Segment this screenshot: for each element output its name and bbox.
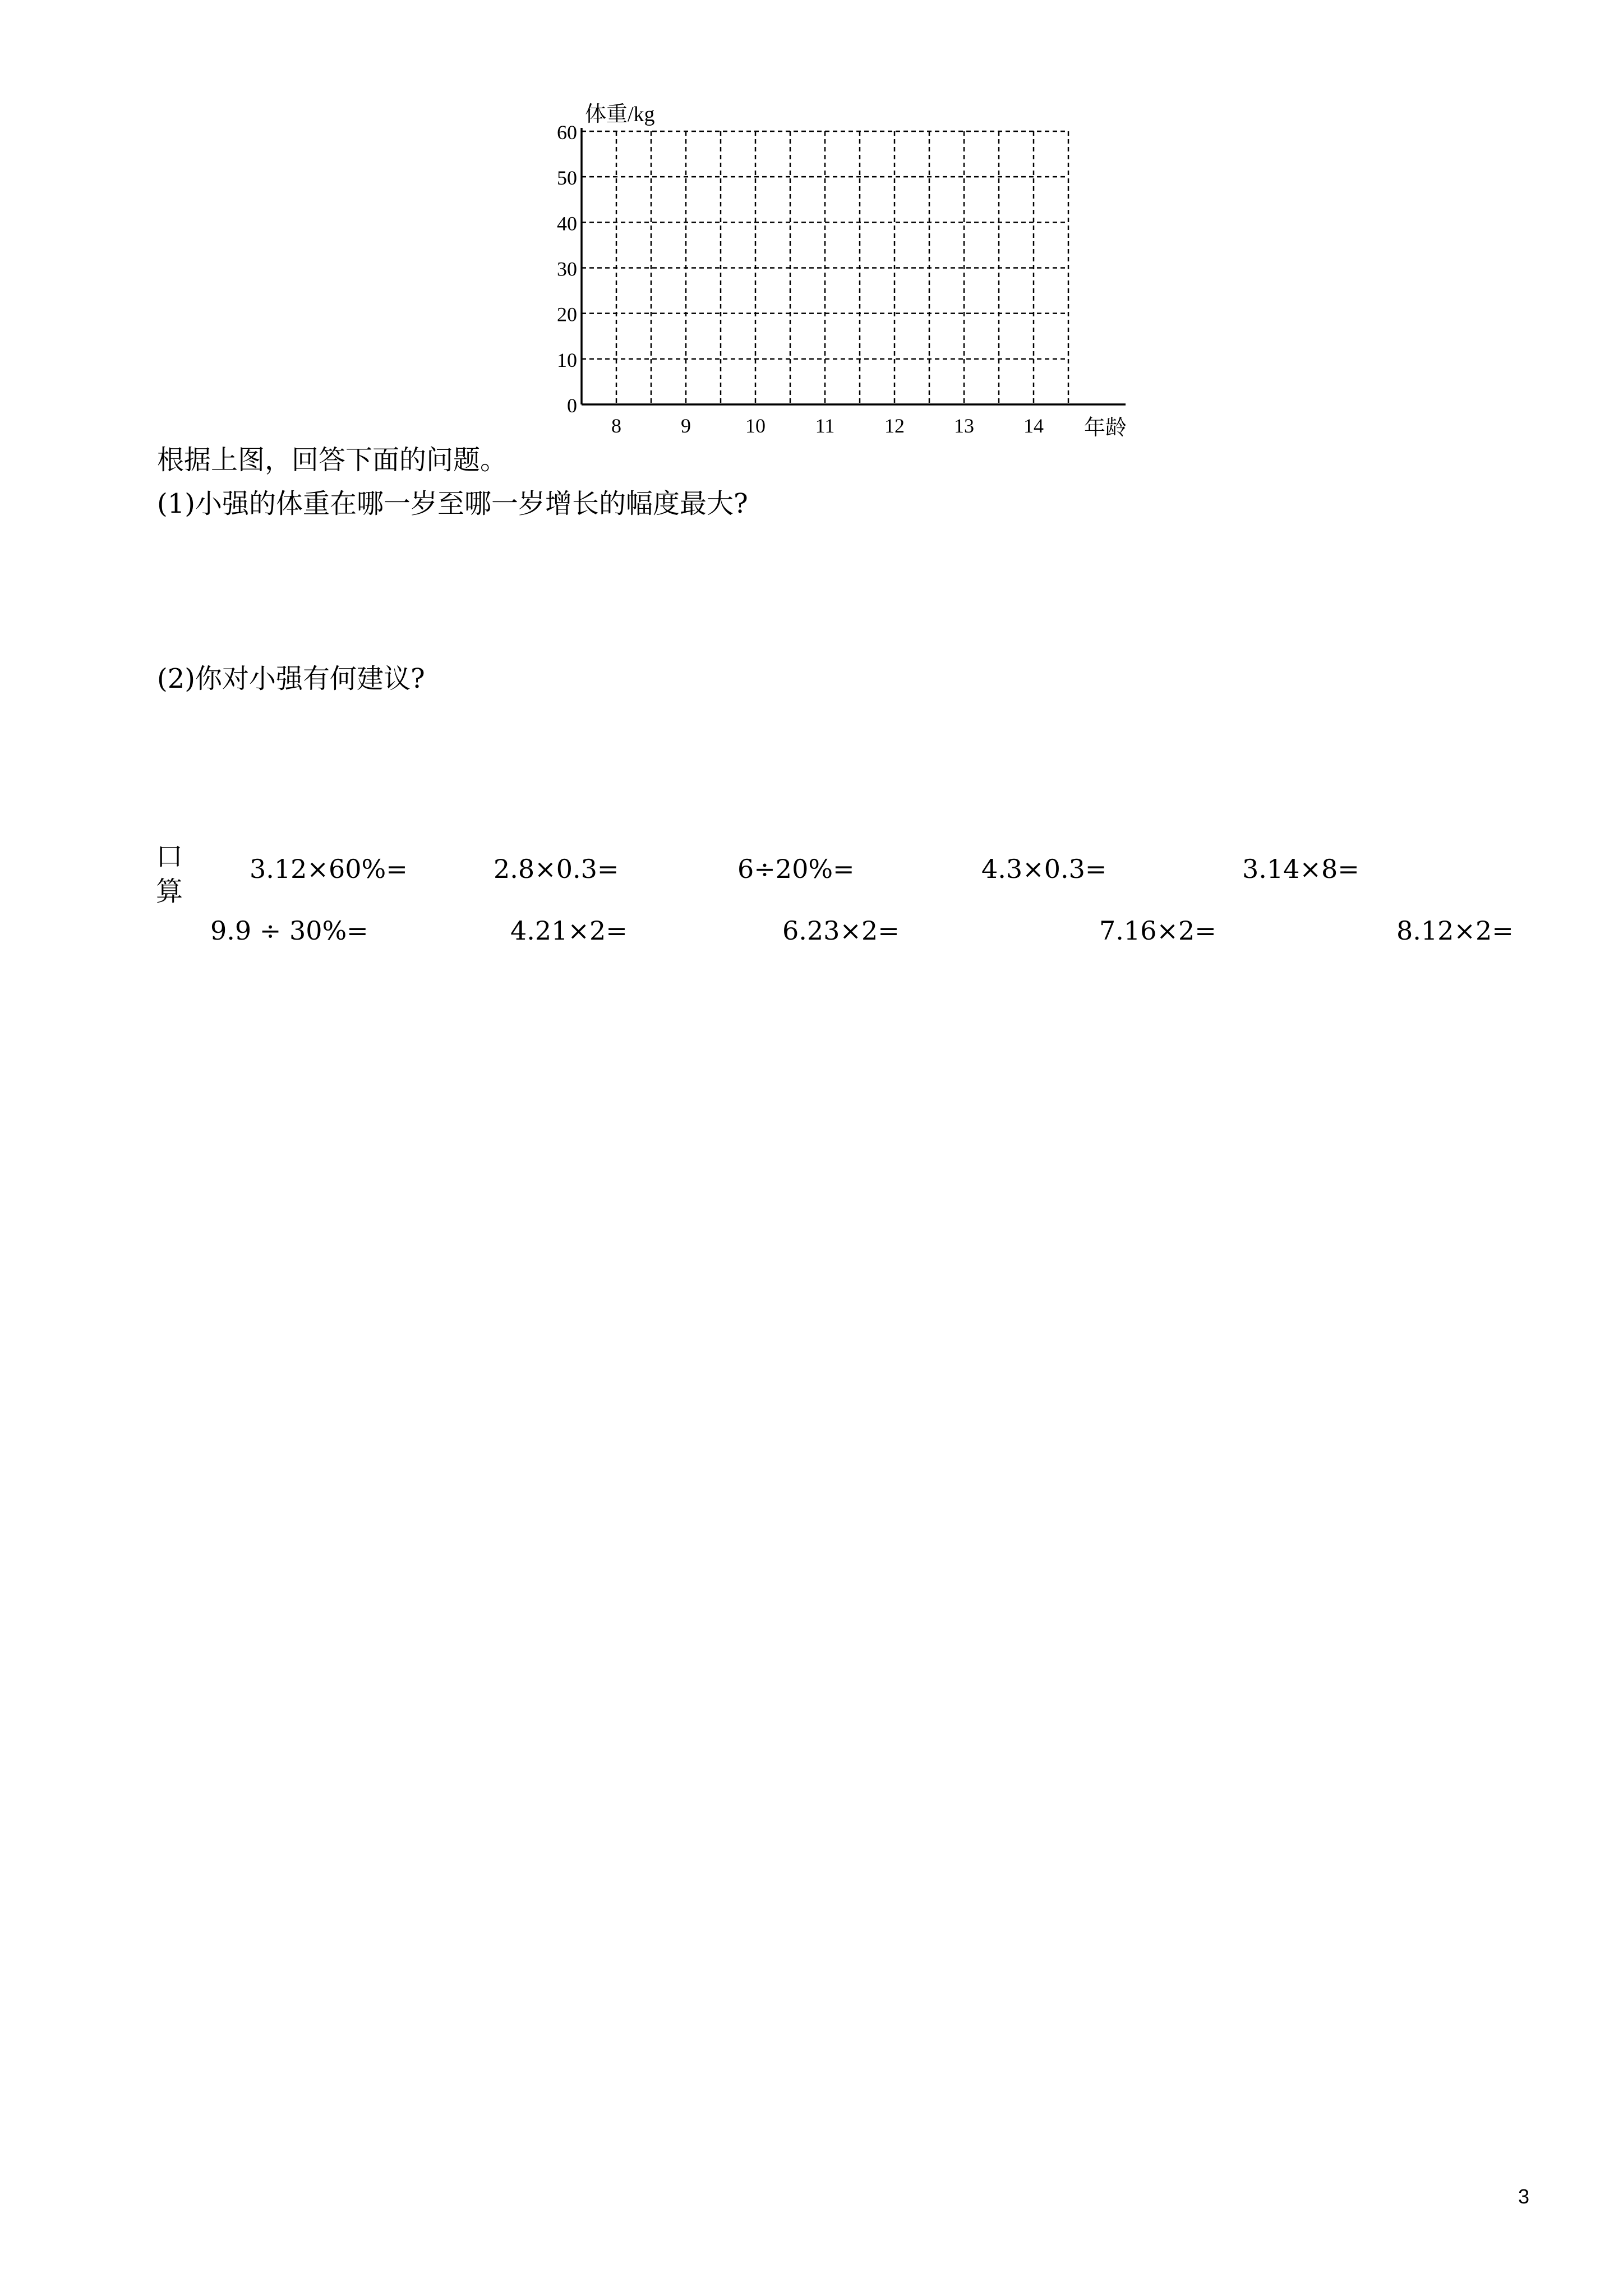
x-tick-label: 13 <box>954 415 974 437</box>
y-axis-label: 体重/kg <box>585 103 655 126</box>
calc-row1-item2: 2.8×0.3= <box>494 854 619 884</box>
calc-row2-item3: 6.23×2= <box>782 915 900 946</box>
mental-math-label-top: 口 <box>156 841 183 872</box>
x-tick-label: 10 <box>745 415 766 437</box>
x-tick-label: 12 <box>884 415 905 437</box>
y-tick-label: 50 <box>557 167 577 190</box>
mental-math-label-bottom: 算 <box>156 876 183 907</box>
calc-row2-item2: 4.21×2= <box>510 915 628 946</box>
y-tick-label: 20 <box>557 303 577 326</box>
weight-age-grid-chart <box>550 95 1144 443</box>
x-tick-label: 8 <box>611 415 621 437</box>
calc-row1-item4: 4.3×0.3= <box>981 854 1107 884</box>
y-tick-label: 30 <box>557 257 577 280</box>
question-1: (1)小强的体重在哪一岁至哪一岁增长的幅度最大? <box>157 488 748 519</box>
y-tick-label: 10 <box>557 348 577 371</box>
calc-row1-item5: 3.14×8= <box>1242 854 1359 884</box>
calc-row1-item1: 3.12×60%= <box>250 854 408 884</box>
chart-grid <box>582 131 1068 404</box>
x-tick-label: 11 <box>815 415 835 437</box>
question-2: (2)你对小强有何建议? <box>157 663 425 694</box>
question-intro: 根据上图，回答下面的问题。 <box>157 444 508 476</box>
y-tick-label: 60 <box>557 121 577 144</box>
y-tick-label: 40 <box>557 212 577 235</box>
calc-row2-item1: 9.9 ÷ 30%= <box>210 915 368 946</box>
calc-row1-item3: 6÷20%= <box>737 854 855 884</box>
x-tick-label: 9 <box>681 415 691 437</box>
y-tick-labels <box>557 121 577 417</box>
x-axis-label: 年龄 <box>1084 416 1127 440</box>
calc-row2-item5: 8.12×2= <box>1396 915 1514 946</box>
calc-row2-item4: 7.16×2= <box>1099 915 1216 946</box>
y-tick-label: 0 <box>567 394 577 417</box>
chart-axes <box>582 128 1126 404</box>
x-tick-labels <box>611 415 1044 437</box>
x-tick-label: 14 <box>1023 415 1044 437</box>
page-number: 3 <box>1518 2185 1530 2208</box>
